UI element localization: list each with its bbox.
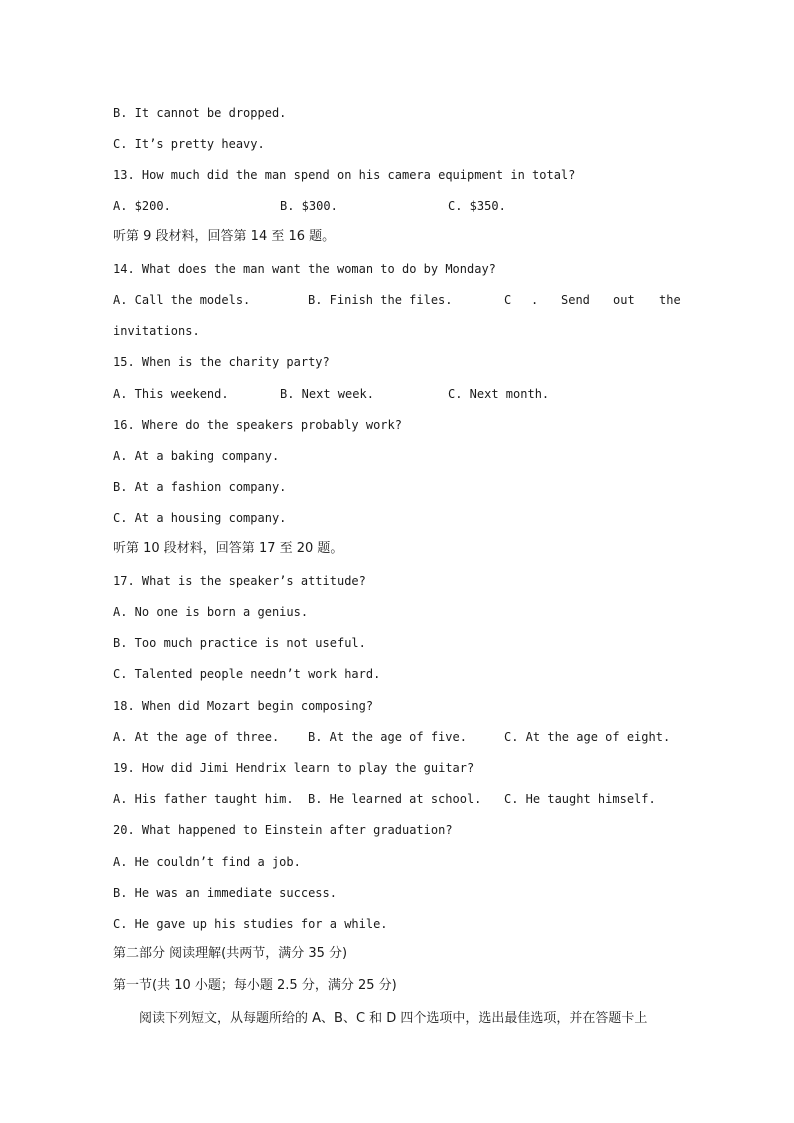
q15-question: 15. When is the charity party? [113,355,330,369]
q17-option-a: A. No one is born a genius. [113,605,309,619]
part-2-heading: 第二部分 阅读理解(共两节，满分 35 分) [113,946,348,961]
q13-question: 13. How much did the man spend on his camera equipment in total? [113,168,576,182]
q15-option-b: B. Next week. [280,387,374,401]
q14-question: 14. What does the man want the woman to do by Monday? [113,262,496,276]
q14-option-c-continued: invitations. [113,324,200,338]
q15-option-c: C. Next month. [448,387,550,401]
q13-option-c: C. $350. [448,199,506,213]
q19-option-c: C. He taught himself. [504,792,656,806]
q18-option-c: C. At the age of eight. [504,730,671,744]
q17-option-c: C. Talented people needn’t work hard. [113,667,381,681]
q20-option-a: A. He couldn’t find a job. [113,855,301,869]
q17-question: 17. What is the speaker’s attitude? [113,574,366,588]
q14-option-c-dot: . [531,293,539,307]
q19-option-b: B. He learned at school. [308,792,482,806]
section-9-heading: 听第 9 段材料，回答第 14 至 16 题。 [113,229,336,244]
q14-option-a: A. Call the models. [113,293,251,307]
q14-option-c-word3: the [659,293,681,307]
q17-option-b: B. Too much practice is not useful. [113,636,366,650]
q13-option-a: A. $200. [113,199,171,213]
q12-option-b: B. It cannot be dropped. [113,106,287,120]
section-10-heading: 听第 10 段材料，回答第 17 至 20 题。 [113,541,344,556]
reading-instruction: 阅读下列短文，从每题所给的 A、B、C 和 D 四个选项中，选出最佳选项，并在答题卡上 [139,1011,648,1026]
q12-option-c: C. It’s pretty heavy. [113,137,265,151]
q19-option-a: A. His father taught him. [113,792,294,806]
q14-option-b: B. Finish the files. [308,293,453,307]
q18-option-a: A. At the age of three. [113,730,280,744]
q14-option-c-word2: out [613,293,635,307]
q16-question: 16. Where do the speakers probably work? [113,418,402,432]
q20-option-b: B. He was an immediate success. [113,886,337,900]
q16-option-c: C. At a housing company. [113,511,287,525]
q13-option-b: B. $300. [280,199,338,213]
part-2-section-1-heading: 第一节(共 10 小题；每小题 2.5 分，满分 25 分) [113,978,397,993]
q16-option-a: A. At a baking company. [113,449,280,463]
q15-option-a: A. This weekend. [113,387,229,401]
q19-question: 19. How did Jimi Hendrix learn to play the guitar? [113,761,475,775]
q18-option-b: B. At the age of five. [308,730,467,744]
q20-question: 20. What happened to Einstein after graduation? [113,823,453,837]
q14-option-c-letter: C [504,293,512,307]
q16-option-b: B. At a fashion company. [113,480,287,494]
q20-option-c: C. He gave up his studies for a while. [113,917,388,931]
q18-question: 18. When did Mozart begin composing? [113,699,374,713]
q14-option-c-word1: Send [561,293,590,307]
